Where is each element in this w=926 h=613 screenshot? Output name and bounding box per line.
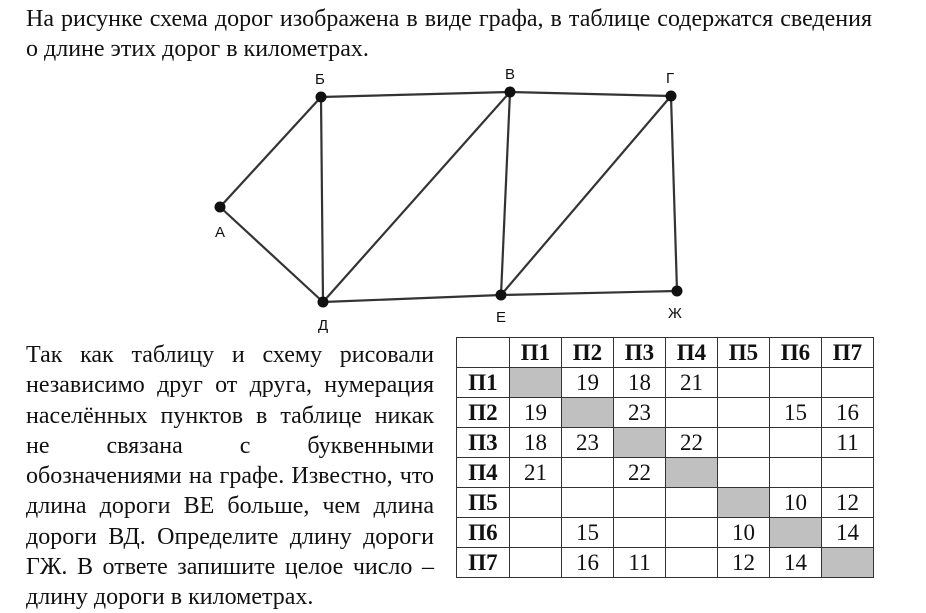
table-cell: 18 — [510, 428, 562, 458]
table-cell: 15 — [770, 398, 822, 428]
table-row — [457, 458, 874, 488]
edge-g-e — [501, 96, 671, 295]
table-cell — [822, 368, 874, 398]
table-cell — [822, 458, 874, 488]
graph-labels — [215, 66, 682, 334]
table-header-row — [457, 338, 874, 368]
table-cell: 14 — [770, 548, 822, 578]
edge-g-zh — [671, 96, 677, 291]
table-cell-diagonal — [614, 428, 666, 458]
table-cell — [614, 518, 666, 548]
vertex-d — [318, 297, 329, 308]
col-header: П1 — [510, 338, 562, 368]
table-cell: 23 — [614, 398, 666, 428]
vertex-label-a: А — [215, 224, 226, 241]
col-header: П2 — [562, 338, 614, 368]
table-cell — [510, 518, 562, 548]
row-header: П7 — [457, 548, 510, 578]
table-cell: 16 — [562, 548, 614, 578]
edge-v-g — [510, 92, 671, 96]
table-row — [457, 368, 874, 398]
table-cell: 18 — [614, 368, 666, 398]
table-cell: 15 — [562, 518, 614, 548]
table-cell: 10 — [718, 518, 770, 548]
table-cell-diagonal — [666, 458, 718, 488]
table-cell: 11 — [822, 428, 874, 458]
distance-table — [456, 337, 874, 578]
table-row — [457, 398, 874, 428]
table-cell — [666, 488, 718, 518]
table-cell: 16 — [822, 398, 874, 428]
vertex-a — [215, 202, 226, 213]
table-cell — [666, 398, 718, 428]
intro-text: На рисунке схема дорог изображена в виде графа, в таблице содержатся сведения о длине этих дорог в километрах. — [26, 6, 872, 62]
vertex-zh — [672, 286, 683, 297]
vertex-b — [316, 92, 327, 103]
table-cell — [510, 548, 562, 578]
col-header: П7 — [822, 338, 874, 368]
table-cell-diagonal — [822, 548, 874, 578]
edge-a-b — [220, 97, 321, 207]
table-cell-diagonal — [718, 488, 770, 518]
table-cell — [562, 488, 614, 518]
table-cell — [770, 458, 822, 488]
edge-b-v — [321, 92, 510, 97]
table-cell — [770, 428, 822, 458]
vertex-label-d: Д — [318, 317, 329, 334]
table-cell — [666, 548, 718, 578]
table-row — [457, 488, 874, 518]
table-cell: 12 — [822, 488, 874, 518]
edge-v-d — [323, 92, 510, 302]
graph-vertices — [215, 87, 683, 308]
table-cell — [614, 488, 666, 518]
vertex-label-g: Г — [666, 70, 675, 87]
table-cell: 21 — [510, 458, 562, 488]
col-header: П5 — [718, 338, 770, 368]
vertex-label-v: В — [505, 66, 516, 83]
col-header: П6 — [770, 338, 822, 368]
vertex-v — [505, 87, 516, 98]
table-cell — [666, 518, 718, 548]
vertex-label-b: Б — [315, 71, 325, 88]
table-cell: 11 — [614, 548, 666, 578]
table-corner-cell — [457, 338, 510, 368]
row-header: П4 — [457, 458, 510, 488]
table-cell: 22 — [666, 428, 718, 458]
table-cell: 19 — [562, 368, 614, 398]
row-header: П6 — [457, 518, 510, 548]
table-cell — [718, 428, 770, 458]
table-cell: 10 — [770, 488, 822, 518]
vertex-label-zh: Ж — [668, 305, 682, 322]
vertex-g — [666, 91, 677, 102]
col-header: П4 — [666, 338, 718, 368]
table-cell: 19 — [510, 398, 562, 428]
table-cell: 14 — [822, 518, 874, 548]
edge-b-d — [321, 97, 323, 302]
table-cell — [510, 488, 562, 518]
table-cell — [718, 458, 770, 488]
table-row — [457, 428, 874, 458]
table-cell-diagonal — [562, 398, 614, 428]
row-header: П3 — [457, 428, 510, 458]
table-cell — [718, 368, 770, 398]
edge-a-d — [220, 207, 323, 302]
row-header: П1 — [457, 368, 510, 398]
vertex-label-e: Е — [496, 309, 507, 326]
vertex-e — [496, 290, 507, 301]
edge-d-e — [323, 295, 501, 302]
table-cell — [562, 458, 614, 488]
graph-edges — [220, 92, 677, 302]
col-header: П3 — [614, 338, 666, 368]
table-row — [457, 548, 874, 578]
problem-text: Так как таблицу и схему рисовали независимо друг от друга, нумерация населённых пунктов в таблице никак не связана с буквенными обозначениями на графе. Известно, что длина дороги ВЕ больше, чем длина дороги ВД. Определите длину дороги ГЖ. В ответе запишите целое число – длину дороги в километрах. — [26, 342, 434, 611]
table-cell-diagonal — [770, 518, 822, 548]
table-cell — [770, 368, 822, 398]
edge-v-e — [501, 92, 510, 295]
row-header: П2 — [457, 398, 510, 428]
table-cell: 22 — [614, 458, 666, 488]
table-cell — [718, 398, 770, 428]
edge-e-zh — [501, 291, 677, 295]
row-header: П5 — [457, 488, 510, 518]
table-row — [457, 518, 874, 548]
table-cell: 12 — [718, 548, 770, 578]
table-cell-diagonal — [510, 368, 562, 398]
table-cell: 21 — [666, 368, 718, 398]
table-cell: 23 — [562, 428, 614, 458]
